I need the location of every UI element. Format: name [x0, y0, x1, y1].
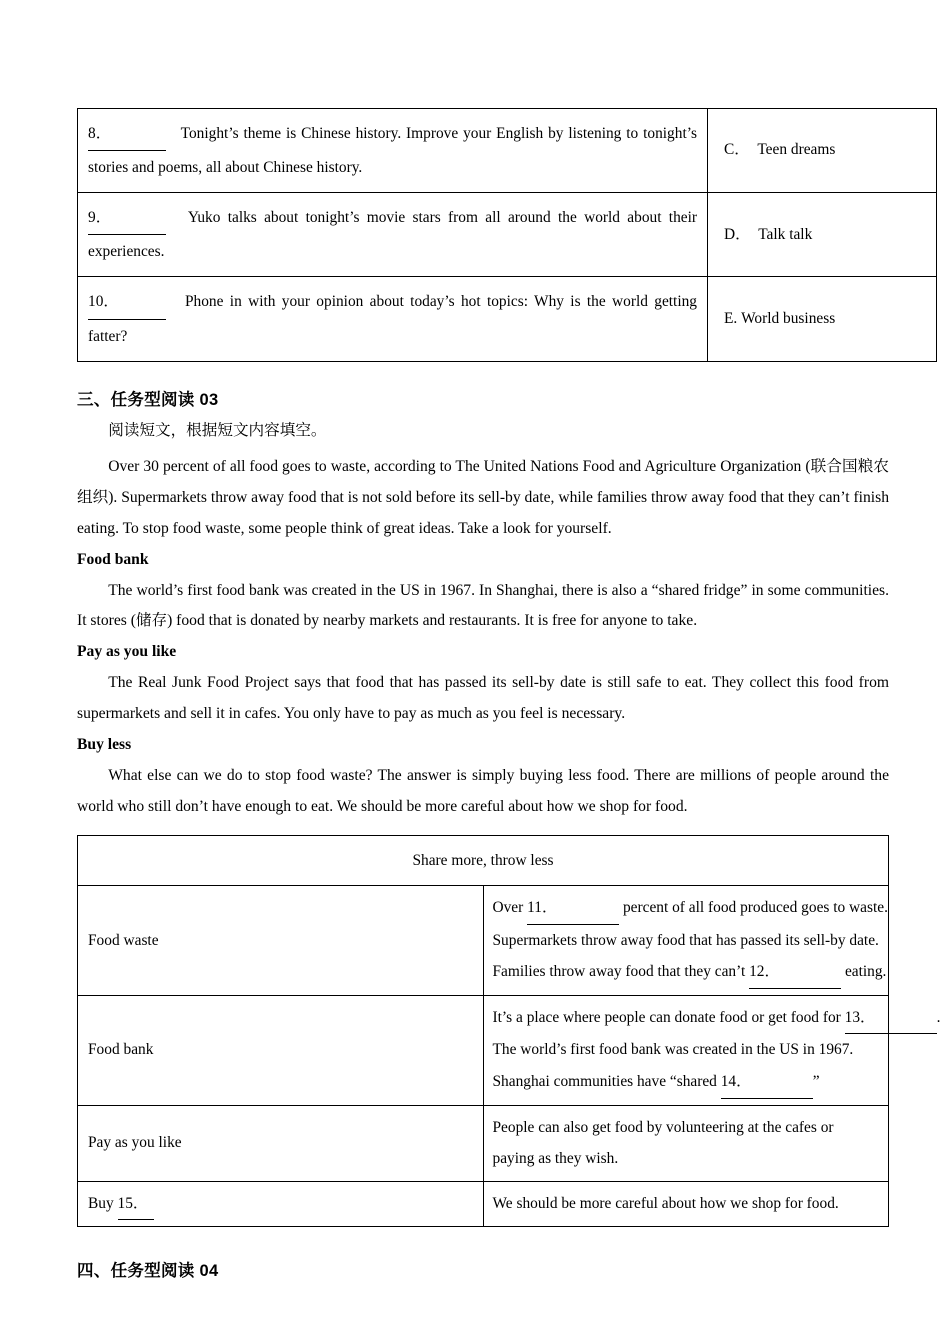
option-letter: C． — [724, 141, 750, 159]
page-content — [77, 108, 941, 1281]
block-heading-pay-as-you-like: Pay as you like — [77, 643, 177, 661]
matching-table — [77, 108, 937, 362]
match-prompt-cell — [78, 193, 708, 277]
chart-line: Shanghai communities have “shared 14． ” — [493, 1066, 880, 1099]
chart-title-cell: Share more, throw less — [78, 835, 889, 886]
table-row — [78, 1181, 889, 1227]
answer-blank-14[interactable]: 14． — [721, 1066, 813, 1099]
answer-blank-11[interactable]: 11． — [527, 892, 619, 925]
answer-blank-15[interactable]: 15． — [118, 1188, 154, 1221]
chart-detail-pay-as-you-like: People can also get food by volunteering at the cafes or paying as they wish. — [483, 1105, 889, 1181]
chart-label-food-bank: Food bank — [78, 995, 484, 1105]
answer-blank-13[interactable]: 13． — [845, 1002, 937, 1035]
answer-blank-9[interactable]: 9． — [88, 201, 166, 235]
match-prompt-cell — [78, 109, 708, 193]
chart-label-buy: Buy 15． — [78, 1181, 484, 1227]
section-four-heading: 四、任务型阅读 04 — [77, 1262, 219, 1281]
match-option-cell — [708, 109, 937, 193]
match-option-cell — [708, 277, 937, 361]
chart-line: Over 11． percent of all food produced goes to waste. — [493, 892, 880, 925]
block-paragraph-pay-as-you-like: The Real Junk Food Project says that food that has passed its sell-by date is still safe to eat. They collect this food from supermarkets and sell it in cafes. You only have to pay as much as you feel is necessary. — [77, 674, 889, 723]
chart-line: Families throw away food that they can’t 12． eating. — [493, 956, 880, 989]
section-three-instruction: 阅读短文，根据短文内容填空。 — [108, 421, 327, 439]
chart-line: Supermarkets throw away food that has passed its sell-by date. — [492, 931, 879, 949]
answer-blank-12[interactable]: 12． — [749, 956, 841, 989]
table-row — [78, 109, 937, 193]
table-row — [78, 886, 889, 996]
option-text: World business — [741, 309, 836, 327]
chart-detail-food-bank — [483, 995, 941, 1105]
option-letter: E. — [724, 309, 738, 327]
block-paragraph-food-bank: The world’s first food bank was created in the US in 1967. In Shanghai, there is also a “shared fridge” in some communities. It stores (储存) food that is donated by nearby markets and restaurants. It is free for anyone to take. — [77, 581, 889, 630]
match-prompt-text: Yuko talks about tonight’s movie stars from all around the world about their experiences. — [88, 209, 698, 261]
block-heading-buy-less: Buy less — [77, 735, 132, 753]
chart-label-food-waste: Food waste — [78, 886, 484, 996]
match-prompt-text: Phone in with your opinion about today’s hot topics: Why is the world getting fatter? — [88, 293, 697, 345]
chart-detail-buy: We should be more careful about how we shop for food. — [483, 1181, 889, 1227]
chart-line: It’s a place where people can donate food or get food for 13． . — [493, 1002, 880, 1035]
chart-line: The world’s first food bank was created in the US in 1967. — [492, 1041, 854, 1059]
table-row — [78, 1105, 889, 1181]
chart-detail-food-waste — [483, 886, 889, 996]
block-paragraph-buy-less: What else can we do to stop food waste? The answer is simply buying less food. There are millions of people around the world who still don’t have enough to eat. We should be more careful about how we shop for food. — [77, 766, 889, 815]
summary-chart-table — [77, 835, 941, 1228]
match-prompt-cell — [78, 277, 708, 361]
option-text: Teen dreams — [757, 141, 836, 159]
section-three-heading: 三、任务型阅读 03 — [77, 390, 219, 409]
answer-blank-10[interactable]: 10． — [88, 285, 166, 319]
chart-label-pay-as-you-like: Pay as you like — [78, 1105, 484, 1181]
answer-blank-8[interactable]: 8． — [88, 117, 166, 151]
option-letter: D． — [724, 225, 751, 243]
intro-paragraph: Over 30 percent of all food goes to waste, according to The United Nations Food and Agriculture Organization (联合国粮农组织). Supermarkets throw away food that is not sold before its sell-by date, while families throw away food that they can’t finish eating. To stop food waste, some people think of great ideas. Take a look for yourself. — [77, 458, 889, 537]
match-prompt-text: Tonight’s theme is Chinese history. Improve your English by listening to tonight’s stories and poems, all about Chinese history. — [88, 125, 697, 177]
block-heading-food-bank: Food bank — [77, 550, 149, 568]
table-row — [78, 835, 889, 886]
table-row — [78, 995, 889, 1105]
option-text: Talk talk — [758, 225, 813, 243]
match-option-cell — [708, 193, 937, 277]
table-row — [78, 277, 937, 361]
table-row — [78, 193, 937, 277]
